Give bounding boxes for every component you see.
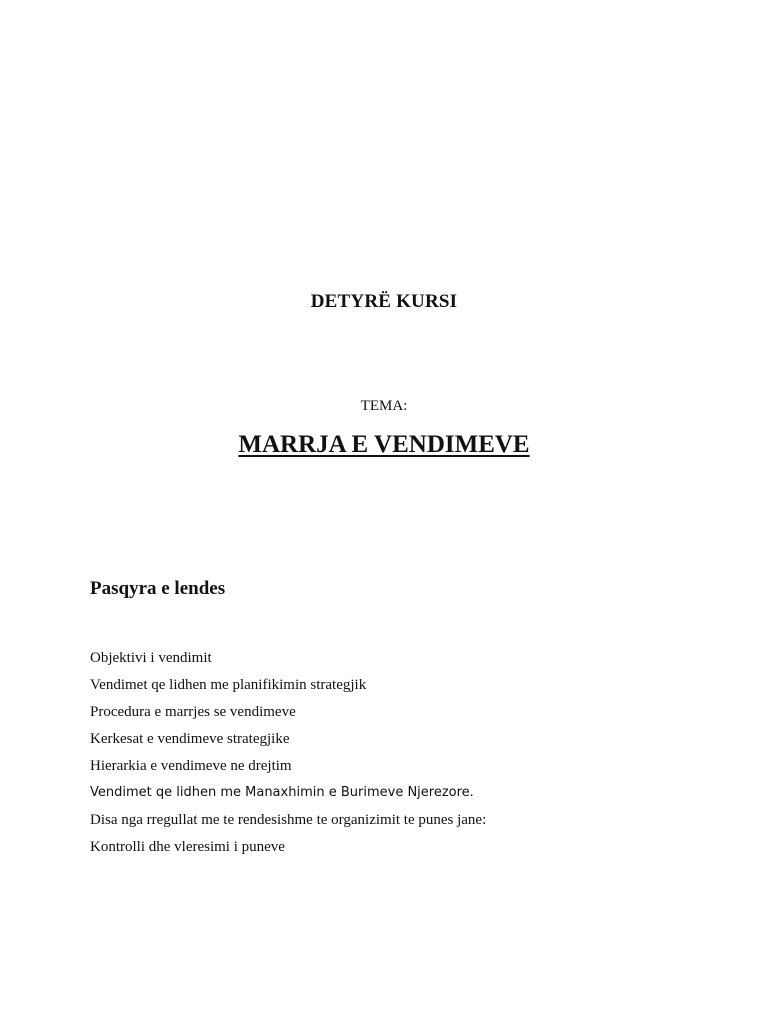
toc-item: Hierarkia e vendimeve ne drejtim — [90, 758, 292, 774]
toc-item: Vendimet qe lidhen me planifikimin strategjik — [90, 677, 367, 693]
main-title — [0, 431, 768, 459]
toc-item: Kontrolli dhe vleresimi i puneve — [90, 839, 285, 855]
theme-label: TEMA: — [360, 398, 408, 414]
toc-item: Vendimet qe lidhen me Manaxhimin e Burimeve Njerezore. — [90, 785, 474, 800]
toc-item: Kerkesat e vendimeve strategjike — [90, 731, 290, 747]
document-type-title: DETYRË KURSI — [310, 291, 458, 312]
toc-item: Procedura e marrjes se vendimeve — [90, 704, 296, 720]
toc-list — [90, 648, 486, 864]
main-title-text: MARRJA E VENDIMEVE — [238, 431, 530, 458]
toc-heading: Pasqyra e lendes — [90, 578, 226, 599]
toc-item: Objektivi i vendimit — [90, 650, 212, 666]
toc-item: Disa nga rregullat me te rendesishme te organizimit te punes jane: — [90, 812, 487, 828]
